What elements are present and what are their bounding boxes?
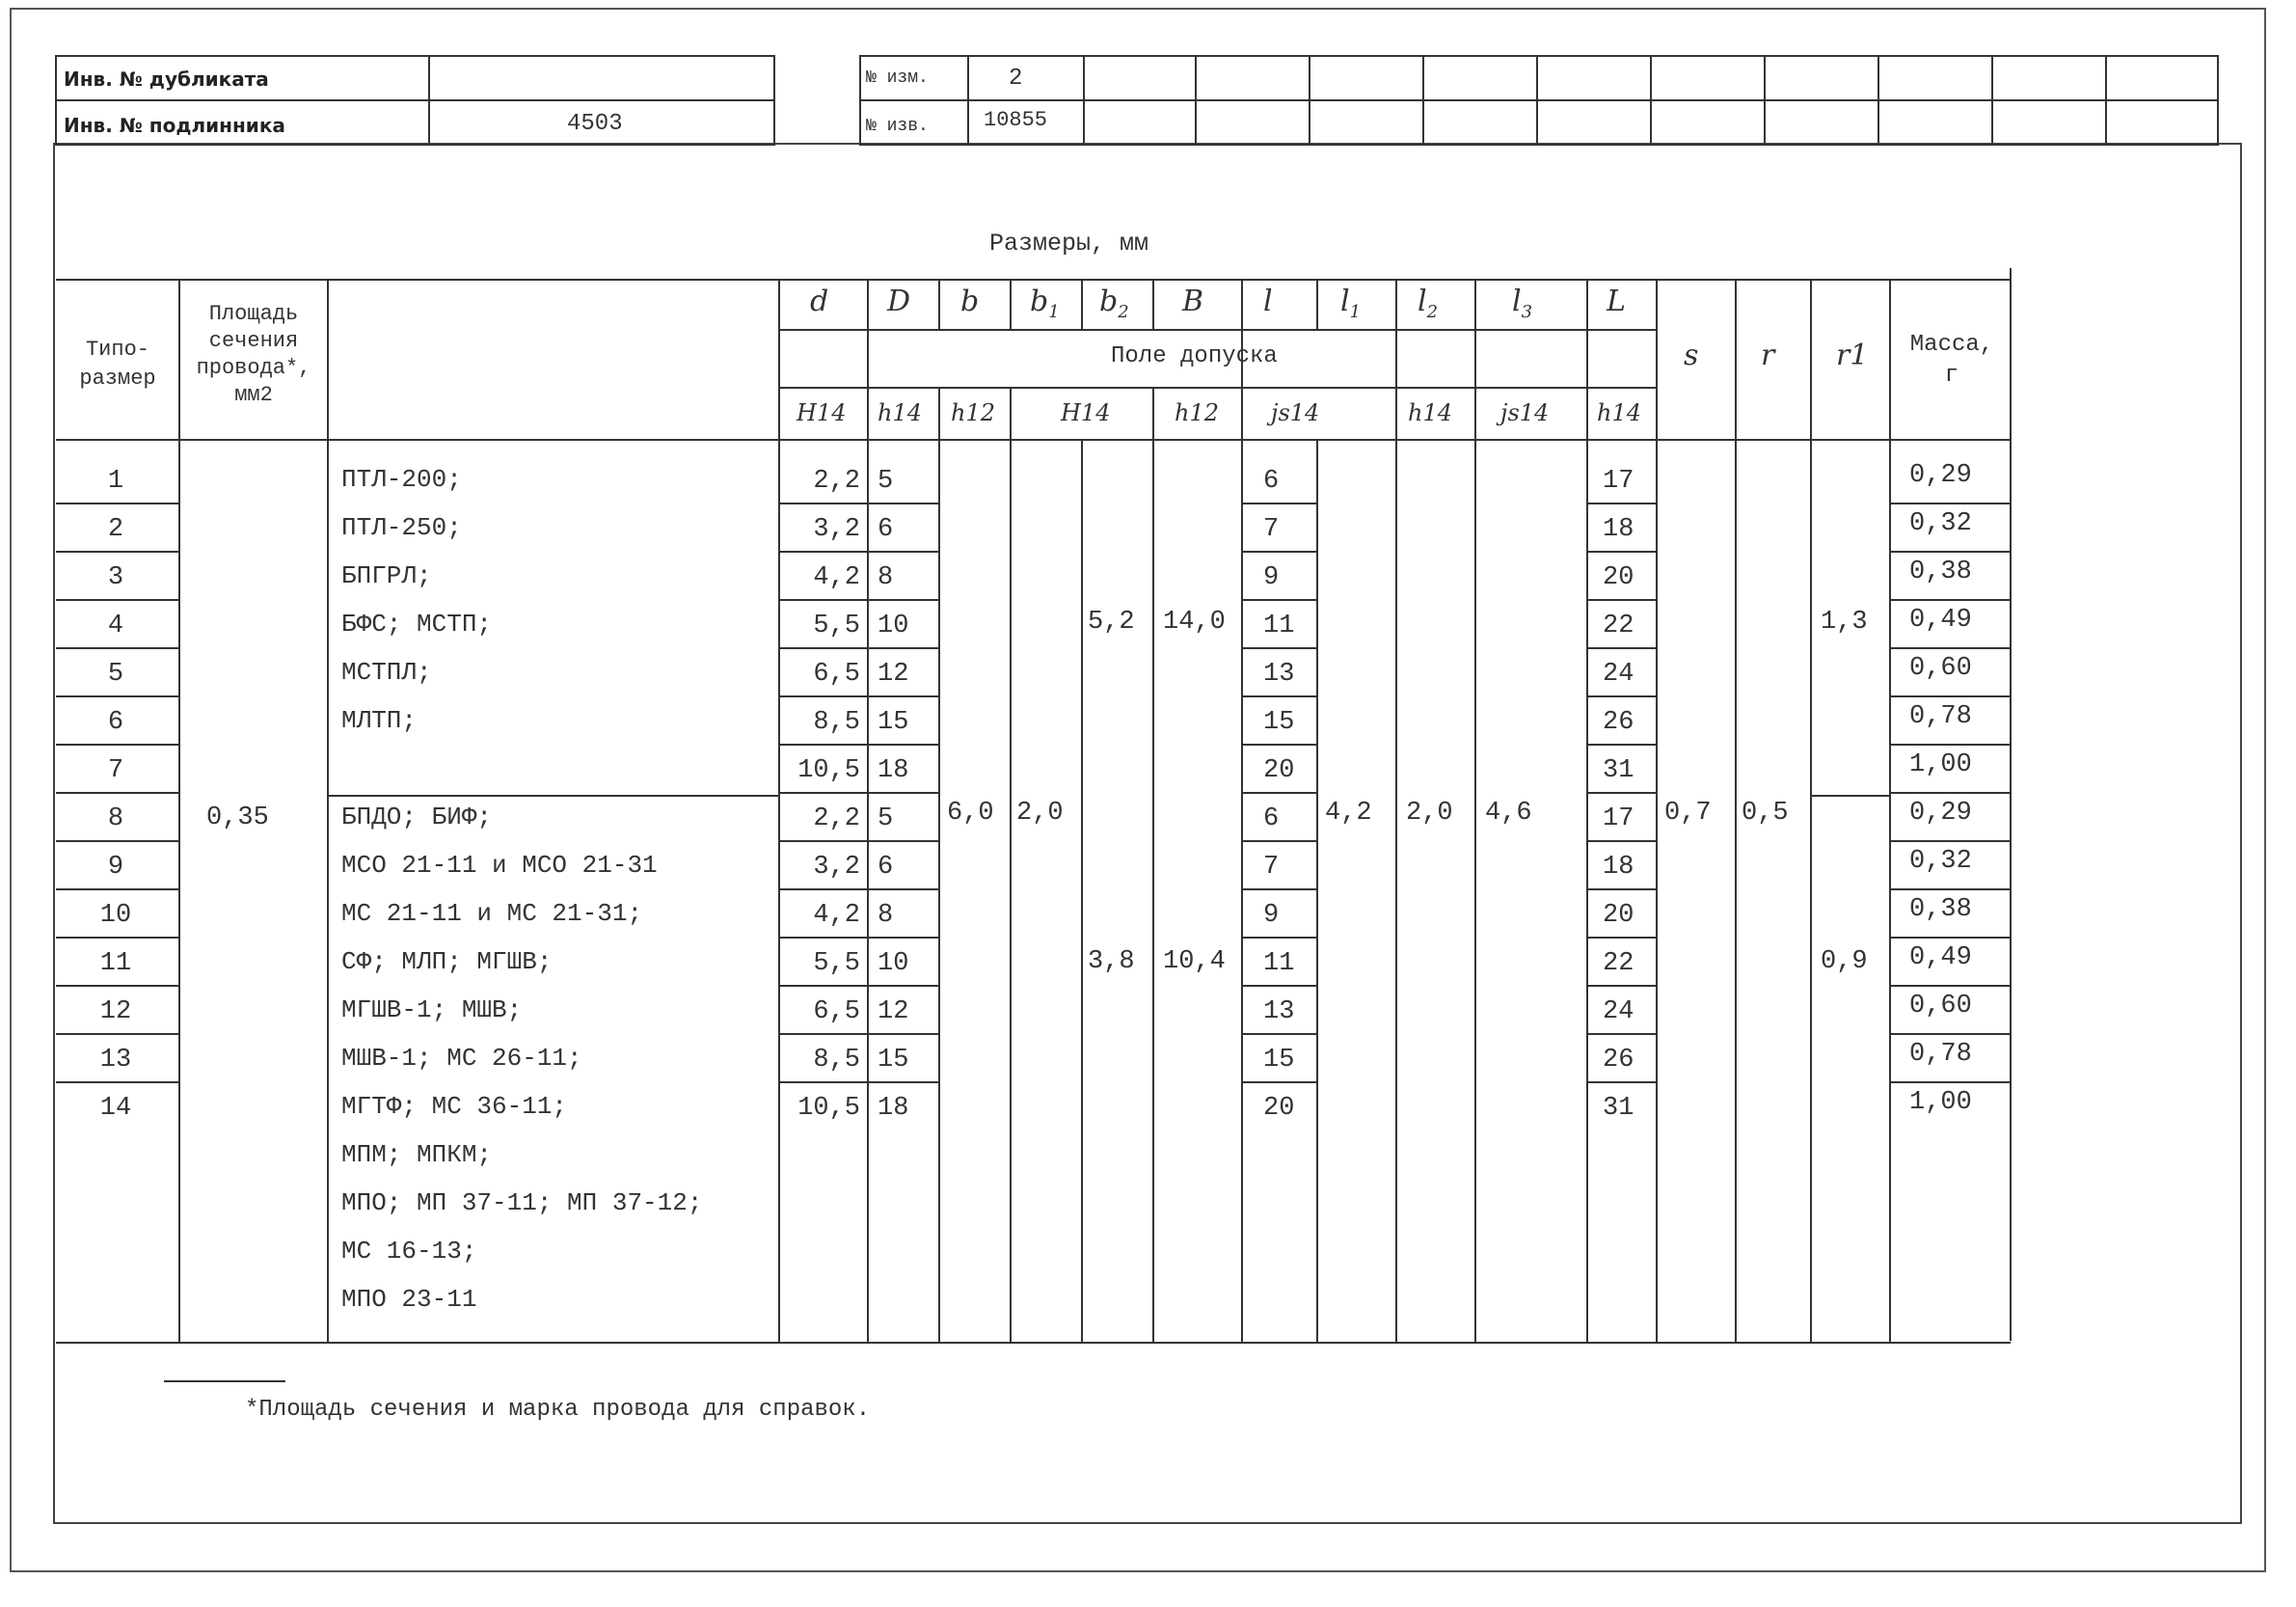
orig-value: 4503	[567, 111, 623, 137]
tolerance-3: H14	[1061, 399, 1111, 426]
wire-grade: МПО 23-11	[341, 1285, 477, 1314]
col-type-header: Типо- размер	[79, 338, 156, 391]
row-d: 2,2	[813, 804, 860, 833]
row-d: 5,5	[813, 949, 860, 978]
row-D: 10	[878, 949, 909, 978]
row-mass: 0,32	[1909, 509, 1972, 538]
row-D: 18	[878, 1094, 909, 1123]
row-mass: 0,29	[1909, 461, 1972, 490]
row-number: 5	[107, 660, 124, 689]
wire-grade: ПТЛ-200;	[341, 465, 462, 494]
shared-l1: 4,2	[1325, 799, 1372, 828]
notice-label: № изв.	[866, 117, 929, 136]
wire-grade: МС 21-11 и МС 21-31;	[341, 899, 643, 928]
shared-l2: 2,0	[1406, 799, 1453, 828]
row-L: 31	[1603, 1094, 1634, 1123]
tolerance-0: H14	[797, 399, 847, 426]
row-D: 10	[878, 612, 909, 640]
row-D: 15	[878, 708, 909, 737]
row-D: 5	[878, 467, 894, 496]
row-number: 2	[107, 515, 124, 544]
wire-grade: МПМ; МПКМ;	[341, 1140, 493, 1169]
row-mass: 0,60	[1909, 992, 1972, 1021]
change-label: № изм.	[866, 68, 929, 88]
dim-header-B: B	[1182, 285, 1204, 318]
row-l: 6	[1263, 804, 1280, 833]
wire-grade: МС 16-13;	[341, 1237, 477, 1266]
row-l: 7	[1263, 515, 1280, 544]
row-L: 26	[1603, 708, 1634, 737]
row-mass: 0,32	[1909, 847, 1972, 876]
tolerance-1: h14	[878, 399, 922, 426]
row-L: 17	[1603, 804, 1634, 833]
row-l: 20	[1263, 1094, 1295, 1123]
row-l: 11	[1263, 949, 1295, 978]
shared-s: 0,7	[1664, 799, 1712, 828]
tolerance-7: js14	[1500, 399, 1550, 426]
row-D: 12	[878, 997, 909, 1026]
row-d: 10,5	[797, 1094, 860, 1123]
row-mass: 0,49	[1909, 606, 1972, 635]
group2-B: 10,4	[1163, 947, 1226, 976]
row-l: 11	[1263, 612, 1295, 640]
row-L: 31	[1603, 756, 1634, 785]
row-mass: 0,78	[1909, 702, 1972, 731]
mass-header: Масса, г	[1909, 332, 1994, 389]
row-number: 13	[99, 1046, 132, 1075]
row-L: 24	[1603, 660, 1634, 689]
wire-grade: БПГРЛ;	[341, 561, 432, 590]
row-l: 15	[1263, 1046, 1295, 1075]
row-number: 8	[107, 804, 124, 833]
row-L: 26	[1603, 1046, 1634, 1075]
row-number: 1	[107, 467, 124, 496]
row-l: 15	[1263, 708, 1295, 737]
extra-header-r: r	[1761, 339, 1775, 372]
shared-r: 0,5	[1742, 799, 1789, 828]
notice-value: 10855	[984, 108, 1048, 132]
group1-B: 14,0	[1163, 608, 1226, 637]
row-d: 4,2	[813, 901, 860, 930]
row-number: 10	[99, 901, 132, 930]
row-mass: 0,60	[1909, 654, 1972, 683]
row-L: 22	[1603, 949, 1634, 978]
dim-header-l3: $l_3$	[1512, 285, 1533, 322]
dim-header-l1: $l_1$	[1340, 285, 1362, 322]
row-L: 20	[1603, 563, 1634, 592]
dim-header-d: d	[810, 285, 829, 318]
row-D: 6	[878, 515, 894, 544]
wire-grade: МСО 21-11 и МСО 21-31	[341, 851, 658, 880]
row-number: 9	[107, 853, 124, 882]
dim-header-b: b	[960, 285, 980, 318]
wire-grade: БФС; МСТП;	[341, 610, 493, 639]
shared-b1: 2,0	[1016, 799, 1064, 828]
wire-grade: СФ; МЛП; МГШВ;	[341, 947, 553, 976]
dim-header-l: l	[1263, 285, 1273, 318]
row-l: 20	[1263, 756, 1295, 785]
dim-header-D: D	[887, 285, 911, 318]
row-d: 5,5	[813, 612, 860, 640]
row-L: 20	[1603, 901, 1634, 930]
row-D: 5	[878, 804, 894, 833]
tolerance-5: js14	[1271, 399, 1320, 426]
row-number: 3	[107, 563, 124, 592]
col-area-header: Площадь сечения провода*, мм2	[196, 302, 311, 407]
row-l: 9	[1263, 563, 1280, 592]
row-mass: 0,29	[1909, 799, 1972, 828]
shared-l3: 4,6	[1485, 799, 1532, 828]
row-mass: 1,00	[1909, 750, 1972, 779]
wire-grade: МШВ-1; МС 26-11;	[341, 1044, 582, 1073]
row-number: 11	[99, 949, 132, 978]
dim-header-b1: $b_1$	[1030, 285, 1060, 322]
footnote: *Площадь сечения и марка провода для справок.	[245, 1397, 871, 1423]
change-value: 2	[1009, 66, 1023, 92]
row-D: 8	[878, 901, 894, 930]
wire-grade: МПО; МП 37-11; МП 37-12;	[341, 1188, 703, 1217]
extra-header-s: s	[1684, 339, 1699, 372]
row-L: 18	[1603, 853, 1634, 882]
wire-grade: МГТФ; МС 36-11;	[341, 1092, 568, 1121]
row-d: 4,2	[813, 563, 860, 592]
row-number: 6	[107, 708, 124, 737]
row-d: 8,5	[813, 1046, 860, 1075]
tolerance-4: h12	[1175, 399, 1219, 426]
tolerance-8: h14	[1597, 399, 1641, 426]
wire-grade: МГШВ-1; МШВ;	[341, 995, 523, 1024]
row-d: 6,5	[813, 660, 860, 689]
row-mass: 1,00	[1909, 1088, 1972, 1117]
group2-r1: 0,9	[1821, 947, 1868, 976]
group1-r1: 1,3	[1821, 608, 1868, 637]
table-title: Размеры, мм	[989, 230, 1149, 258]
row-mass: 0,38	[1909, 895, 1972, 924]
dim-header-L: L	[1607, 285, 1626, 318]
row-L: 18	[1603, 515, 1634, 544]
row-L: 22	[1603, 612, 1634, 640]
tolerance-6: h14	[1408, 399, 1452, 426]
row-d: 3,2	[813, 515, 860, 544]
row-mass: 0,38	[1909, 558, 1972, 586]
row-number: 7	[107, 756, 124, 785]
row-l: 13	[1263, 660, 1295, 689]
dup-label: Инв. № дубликата	[64, 68, 269, 91]
group2-b2: 3,8	[1088, 947, 1135, 976]
row-number: 4	[107, 612, 124, 640]
extra-header-r1: r1	[1836, 339, 1869, 372]
row-d: 3,2	[813, 853, 860, 882]
row-number: 14	[99, 1094, 132, 1123]
row-L: 24	[1603, 997, 1634, 1026]
row-d: 6,5	[813, 997, 860, 1026]
wire-grade: МЛТП;	[341, 706, 418, 735]
row-mass: 0,49	[1909, 943, 1972, 972]
row-L: 17	[1603, 467, 1634, 496]
row-l: 6	[1263, 467, 1280, 496]
row-l: 7	[1263, 853, 1280, 882]
row-D: 18	[878, 756, 909, 785]
dim-header-b2: $b_2$	[1099, 285, 1129, 322]
area-value: 0,35	[206, 804, 269, 832]
orig-label: Инв. № подлинника	[64, 114, 285, 137]
row-D: 12	[878, 660, 909, 689]
row-number: 12	[99, 997, 132, 1026]
wire-grade: БПДО; БИФ;	[341, 803, 493, 831]
shared-b: 6,0	[947, 799, 994, 828]
tolerance-label: Поле допуска	[1111, 343, 1278, 369]
row-l: 9	[1263, 901, 1280, 930]
row-d: 8,5	[813, 708, 860, 737]
row-mass: 0,78	[1909, 1040, 1972, 1069]
row-d: 10,5	[797, 756, 860, 785]
wire-grade: ПТЛ-250;	[341, 513, 462, 542]
row-D: 6	[878, 853, 894, 882]
dim-header-l2: $l_2$	[1418, 285, 1439, 322]
row-D: 8	[878, 563, 894, 592]
row-l: 13	[1263, 997, 1295, 1026]
tolerance-2: h12	[951, 399, 995, 426]
row-d: 2,2	[813, 467, 860, 496]
wire-grade: МСТПЛ;	[341, 658, 432, 687]
row-D: 15	[878, 1046, 909, 1075]
group1-b2: 5,2	[1088, 608, 1135, 637]
